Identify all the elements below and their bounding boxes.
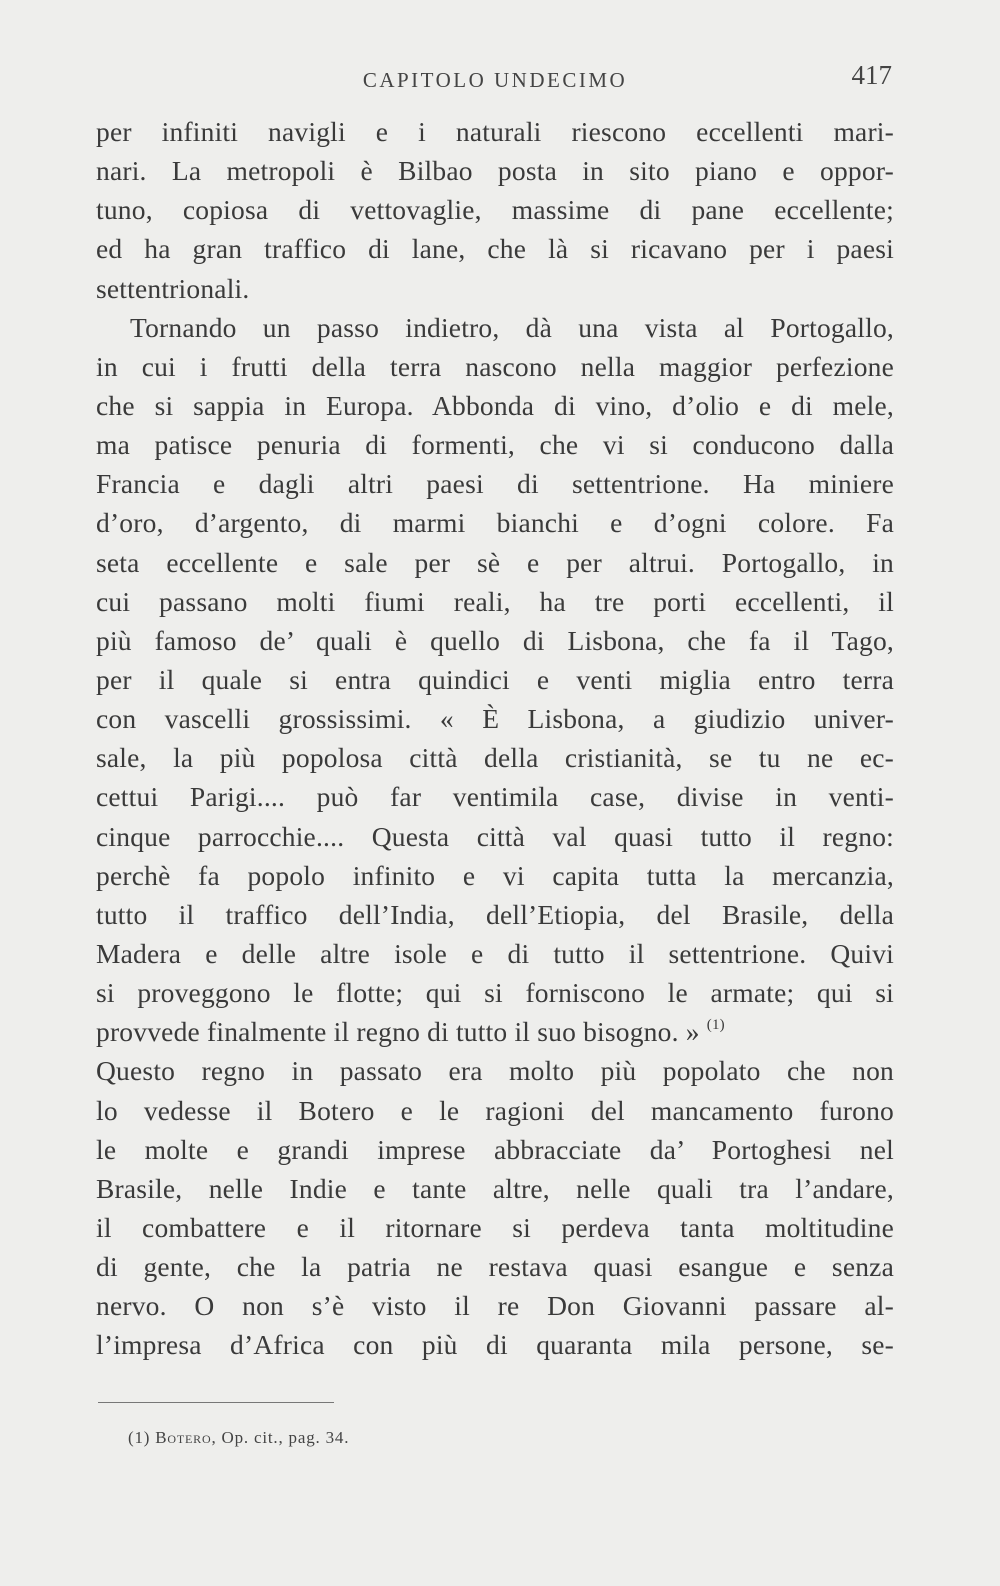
footnote-divider <box>98 1402 334 1403</box>
text-line: cui passano molti fiumi reali, ha tre porti eccellenti, il <box>96 585 894 617</box>
text-line: più famoso de’ quali è quello di Lisbona, che fa il Tago, <box>96 624 894 656</box>
text-line: si proveggono le flotte; qui si forniscono le armate; qui si <box>96 977 894 1009</box>
text-line: Tornando un passo indietro, dà una vista al Portogallo, <box>130 311 894 343</box>
text-line: cettui Parigi.... può far ventimila case, divise in venti- <box>96 781 894 813</box>
chapter-title: CAPITOLO UNDECIMO <box>362 68 628 92</box>
text-line: perchè fa popolo infinito e vi capita tutta la mercanzia, <box>96 859 894 891</box>
text-line-with-note <box>96 1012 894 1051</box>
text-line: ma patisce penuria di formenti, che vi si conducono dalla <box>96 429 894 461</box>
text-line: per il quale si entra quindici e venti miglia entro terra <box>96 663 894 695</box>
text-line: le molte e grandi imprese abbracciate da’ Portoghesi nel <box>96 1133 894 1165</box>
footnote-author: Botero <box>155 1428 212 1447</box>
text-line: in cui i frutti della terra nascono nella maggior perfezione <box>96 350 894 382</box>
text-line: che si sappia in Europa. Abbonda di vino, d’olio e di mele, <box>96 389 894 421</box>
text-line: Brasile, nelle Indie e tante altre, nelle quali tra l’andare, <box>96 1172 894 1204</box>
text-line: cinque parrocchie.... Questa città val quasi tutto il regno: <box>96 820 894 852</box>
text-line: settentrionali. <box>96 272 250 304</box>
text-line: Madera e delle altre isole e di tutto il settentrione. Quivi <box>96 937 894 969</box>
footnote-citation: , Op. cit., pag. 34. <box>211 1428 350 1447</box>
text-line: per infiniti navigli e i naturali riescono eccellenti mari- <box>96 116 894 147</box>
text-line: Questo regno in passato era molto più popolato che non <box>96 1055 894 1087</box>
text-line: il combattere e il ritornare si perdeva tanta moltitudine <box>96 1211 894 1243</box>
text-line: lo vedesse il Botero e le ragioni del mancamento furono <box>96 1094 894 1126</box>
footnote <box>128 1428 349 1448</box>
text-line: Francia e dagli altri paesi di settentrione. Ha miniere <box>96 468 894 500</box>
text-line: di gente, che la patria ne restava quasi esangue e senza <box>96 1251 894 1283</box>
text-line: tuno, copiosa di vettovaglie, massime di pane eccellente; <box>96 194 894 226</box>
text-line: d’oro, d’argento, di marmi bianchi e d’ogni colore. Fa <box>96 507 894 539</box>
text-line: nervo. O non s’è visto il re Don Giovanni passare al- <box>96 1290 894 1322</box>
page-number: 417 <box>851 60 892 90</box>
text-line: nari. La metropoli è Bilbao posta in sito piano e oppor- <box>96 155 894 187</box>
text-line: tutto il traffico dell’India, dell’Etiopia, del Brasile, della <box>96 898 894 930</box>
text-line: sale, la più popolosa città della cristianità, se tu ne ec- <box>96 742 894 774</box>
text-line: ed ha gran traffico di lane, che là si ricavano per i paesi <box>96 233 894 265</box>
footnote-marker: (1) <box>128 1428 151 1447</box>
footnote-reference: (1) <box>706 1017 725 1034</box>
text-line: seta eccellente e sale per sè e per altrui. Portogallo, in <box>96 546 894 578</box>
text-line: con vascelli grossissimi. « È Lisbona, a giudizio univer- <box>96 703 894 735</box>
text-line: provvede finalmente il regno di tutto il suo bisogno. » <box>96 1016 700 1048</box>
text-line: l’impresa d’Africa con più di quaranta mila persone, se- <box>96 1329 894 1361</box>
body-text <box>96 112 894 1365</box>
running-head <box>96 60 894 100</box>
